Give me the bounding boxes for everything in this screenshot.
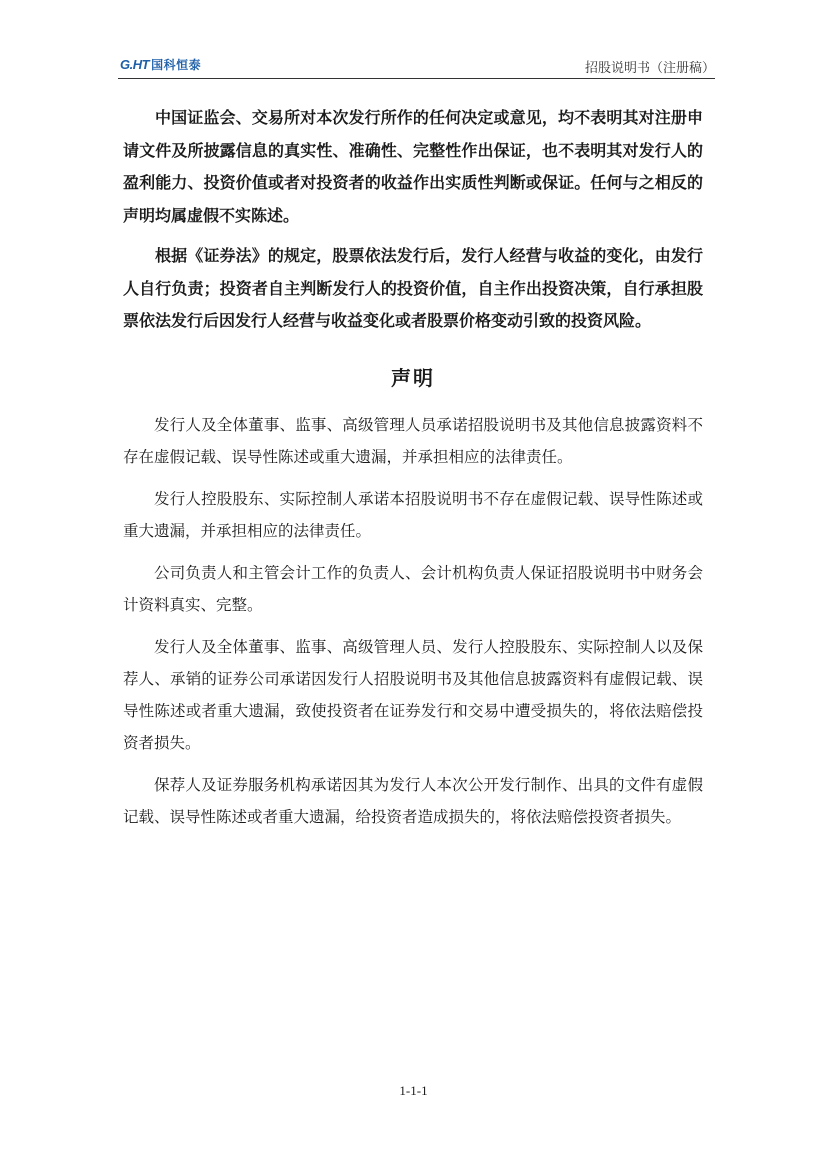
- logo-text: 国科恒泰: [151, 58, 202, 72]
- section-heading: 声明: [391, 365, 435, 390]
- page-content: [123, 102, 703, 843]
- page-number: 1-1-1: [399, 1083, 428, 1098]
- bold-paragraph-1: 中国证监会、交易所对本次发行所作的任何决定或意见，均不表明其对注册申请文件及所披露信息的真实性、准确性、完整性作出保证，也不表明其对发行人的盈利能力、投资价值或者对投资者的收益作出实质性判断或保证。任何与之相反的声明均属虚假不实陈述。: [123, 108, 703, 225]
- paragraph-1: 发行人及全体董事、监事、高级管理人员承诺招股说明书及其他信息披露资料不存在虚假记载、误导性陈述或重大遗漏，并承担相应的法律责任。: [123, 415, 703, 466]
- bold-paragraph-2: 根据《证券法》的规定，股票依法发行后，发行人经营与收益的变化，由发行人自行负责；投资者自主判断发行人的投资价值，自主作出投资决策，自行承担股票依法发行后因发行人经营与收益变化或者股票价格变动引致的投资风险。: [123, 246, 703, 330]
- page-header: [118, 52, 715, 79]
- logo-mark: G.HT: [120, 57, 150, 72]
- paragraph-2: 发行人控股股东、实际控制人承诺本招股说明书不存在虚假记载、误导性陈述或重大遗漏，并承担相应的法律责任。: [123, 489, 703, 540]
- company-logo: [120, 56, 201, 73]
- paragraph-5: 保荐人及证券服务机构承诺因其为发行人本次公开发行制作、出具的文件有虚假记载、误导性陈述或者重大遗漏，给投资者造成损失的，将依法赔偿投资者损失。: [123, 775, 703, 826]
- paragraph-4: 发行人及全体董事、监事、高级管理人员、发行人控股股东、实际控制人以及保荐人、承销的证券公司承诺因发行人招股说明书及其他信息披露资料有虚假记载、误导性陈述或者重大遗漏，致使投资者在证券发行和交易中遭受损失的，将依法赔偿投资者损失。: [123, 637, 703, 752]
- document-title: 招股说明书（注册稿）: [584, 61, 715, 76]
- paragraph-3: 公司负责人和主管会计工作的负责人、会计机构负责人保证招股说明书中财务会计资料真实、完整。: [123, 563, 703, 614]
